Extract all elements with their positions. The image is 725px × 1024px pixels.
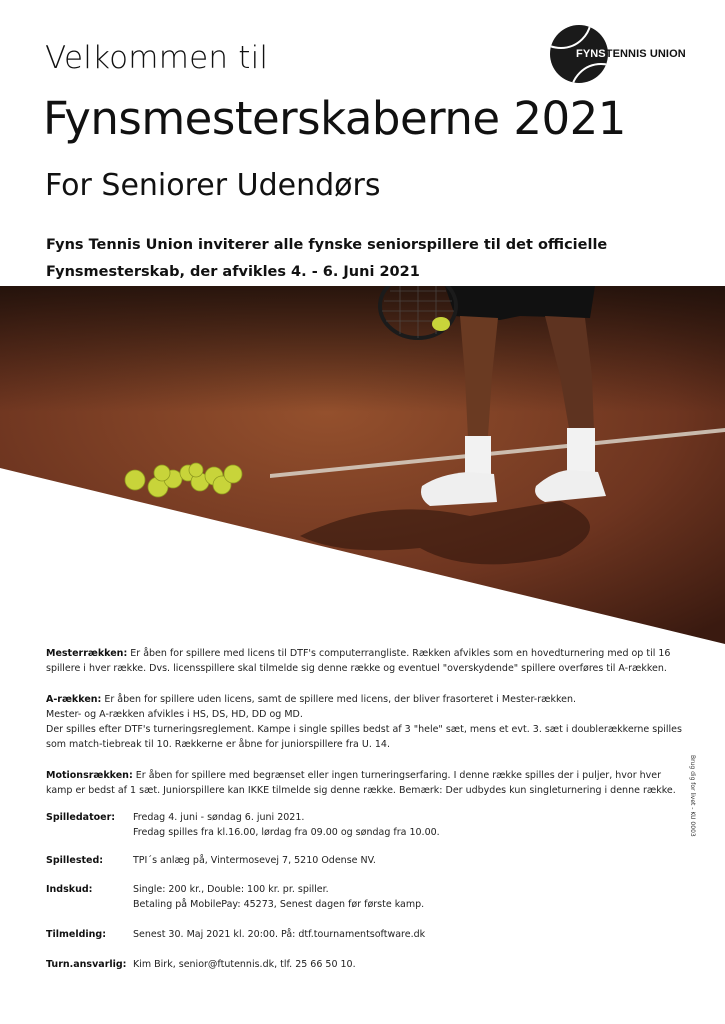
intro-line-2: Fynsmesterskab, der afvikles 4. - 6. Juni 2021 [46, 264, 420, 280]
venue-label: Spillested: [46, 855, 104, 866]
fee-label: Indskud: [46, 884, 93, 895]
motion-section: Motionsrækken: Er åben for spillere med begrænset eller ingen turneringserfaring. I denne række spilles der i puljer, hvor hver kamp er bedst af 1 sæt. Juniorspillere kan IKKE tilmelde sig denne række. Bemærk: Der udbydes kun singleturnering i denne række. [46, 770, 676, 796]
intro-line-1: Fyns Tennis Union inviterer alle fynske seniorspillere til det officielle [46, 237, 608, 253]
signup-label: Tilmelding: [46, 929, 107, 940]
dates-line-1: Fredag 4. juni - søndag 6. juni 2021. [133, 812, 305, 823]
fyns-tennis-union-logo [550, 25, 710, 85]
side-note: Brug dig for livet - KU 0003 [689, 755, 696, 837]
page-subtitle: For Seniorer Udendørs [45, 168, 381, 203]
dates-label: Spilledatoer: [46, 812, 116, 823]
tennis-court-photo [0, 286, 725, 646]
logo-text: FYNSTENNIS UNION [576, 48, 686, 60]
a-raekken-section: A-rækken: Er åben for spillere uden licens, samt de spillere med licens, der bliver frasorteret i Mester-rækken. Mester- og A-rækken afvikles i HS, DS, HD, DD og MD. Der spilles efter DTF's turneringsreglement. Kampe i single spilles bedst af 3 "hele" sæt, mens et evt. 3. sæt i doublerækkerne spilles som match-tiebreak til 10. Rækkerne er åbne for juniorspillere fra U. 14. [46, 694, 682, 750]
welcome-heading: Velkommen til [45, 40, 269, 76]
dates-line-2: Fredag spilles fra kl.16.00, lørdag fra 09.00 og søndag fra 10.00. [133, 827, 440, 838]
responsible-label: Turn.ansvarlig: [46, 959, 127, 970]
intro-text [46, 232, 686, 286]
fee-line-1: Single: 200 kr., Double: 100 kr. pr. spiller. [133, 884, 329, 895]
fee-line-2: Betaling på MobilePay: 45273, Senest dagen før første kamp. [133, 899, 425, 910]
tournament-description [46, 646, 686, 814]
responsible-value: Kim Birk, senior@ftutennis.dk, tlf. 25 66 50 10. [133, 959, 356, 970]
page-title: Fynsmesterskaberne 2021 [43, 92, 626, 145]
venue-value: TPI´s anlæg på, Vintermosevej 7, 5210 Odense NV. [133, 855, 376, 866]
mester-section: Mesterrækken: Er åben for spillere med licens til DTF's computerrangliste. Rækken afvikles som en hovedturnering med op til 16 spillere i hver række. Dvs. licensspillere skal tilmelde sig denne række og eventuel "overskydende" spillere overføres til A-rækken. [46, 648, 671, 674]
signup-value: Senest 30. Maj 2021 kl. 20:00. På: dtf.tournamentsoftware.dk [133, 929, 426, 940]
